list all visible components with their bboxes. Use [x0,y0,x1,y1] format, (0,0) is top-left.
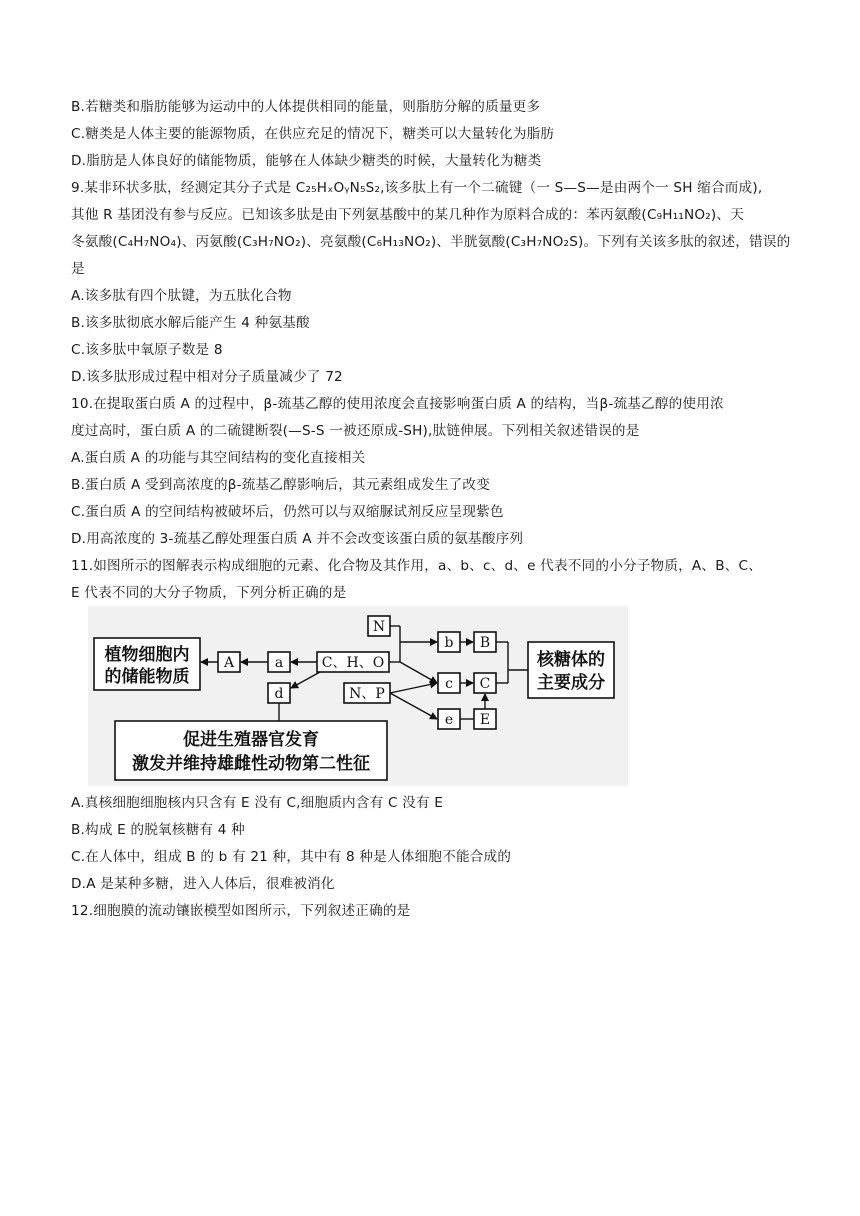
label-cho: C、H、O [321,655,385,671]
question-11-line-2: E 代表不同的大分子物质，下列分析正确的是 [71,585,347,601]
diagram-svg [88,606,628,786]
ribosome-label-1: 核糖体的 [537,650,605,670]
question-11-line-1: 11.如图所示的图解表示构成细胞的元素、化合物及其作用，a、b、c、d、e 代表不同的小分子物质，A、B、C、 [71,558,763,574]
option-8d: D.脂肪是人体良好的储能物质，能够在人体缺少糖类的时候，大量转化为糖类 [71,153,542,169]
option-10d: D.用高浓度的 3-巯基乙醇处理蛋白质 A 并不会改变该蛋白质的氨基酸序列 [71,531,524,547]
label-B: B [479,635,491,651]
label-a: a [274,655,284,671]
label-C: C [479,676,491,692]
option-9d: D.该多肽形成过程中相对分子质量减少了 72 [71,369,343,385]
question-10-line-1: 10.在提取蛋白质 A 的过程中，β-巯基乙醇的使用浓度会直接影响蛋白质 A 的结构，当β-巯基乙醇的使用浓 [71,396,724,412]
question-12: 12.细胞膜的流动镶嵌模型如图所示，下列叙述正确的是 [71,903,411,919]
question-9-line-3: 冬氨酸(C₄H₇NO₄)、丙氨酸(C₃H₇NO₂)、亮氨酸(C₆H₁₃NO₂)、半胱氨酸(C₃H₇NO₂S)。下列有关该多肽的叙述，错误的 [71,234,791,250]
option-9b: B.该多肽彻底水解后能产生 4 种氨基酸 [71,315,310,331]
option-10a: A.蛋白质 A 的功能与其空间结构的变化直接相关 [71,450,366,466]
question-9-line-2: 其他 R 基团没有参与反应。已知该多肽是由下列氨基酸中的某几种作为原料合成的：苯丙氨酸(C₉H₁₁NO₂)、天 [71,207,745,223]
storage-label-2: 的储能物质 [104,667,190,687]
question-9-line-1: 9.某非环状多肽，经测定其分子式是 C₂₅HₓOᵧN₅S₂,该多肽上有一个二硫键（一 S—S—是由两个一 SH 缩合而成), [71,180,763,196]
storage-label-1: 植物细胞内 [104,645,190,665]
question-10-line-2: 度过高时，蛋白质 A 的二硫键断裂(—S-S 一被还原成-SH),肽链伸展。下列相关叙述错误的是 [71,423,640,439]
label-c: c [445,676,453,692]
label-n: N [372,619,386,635]
label-A: A [223,655,235,671]
label-d: d [274,686,284,702]
option-11c: C.在人体中，组成 B 的 b 有 21 种，其中有 8 种是人体细胞不能合成的 [71,849,512,865]
option-9c: C.该多肽中氧原子数是 8 [71,342,223,358]
label-E: E [479,712,491,728]
label-np: N、P [349,686,385,702]
question-9-line-4: 是 [71,261,85,277]
option-11d: D.A 是某种多糖，进入人体后，很难被消化 [71,876,335,892]
label-e: e [444,712,454,728]
function-label-2: 激发并维持雄雌性动物第二性征 [132,754,370,774]
option-8b: B.若糖类和脂肪能够为运动中的人体提供相同的能量，则脂肪分解的质量更多 [71,99,541,115]
ribosome-label-2: 主要成分 [537,673,605,693]
option-11a: A.真核细胞细胞核内只含有 E 没有 C,细胞质内含有 C 没有 E [71,795,444,811]
option-9a: A.该多肽有四个肽键，为五肽化合物 [71,288,292,304]
biomolecule-diagram [88,606,628,786]
function-label-1: 促进生殖器官发育 [183,730,319,750]
option-10c: C.蛋白质 A 的空间结构被破坏后，仍然可以与双缩脲试剂反应呈现紫色 [71,504,504,520]
option-11b: B.构成 E 的脱氧核糖有 4 种 [71,822,245,838]
option-10b: B.蛋白质 A 受到高浓度的β-巯基乙醇影响后，其元素组成发生了改变 [71,477,490,493]
label-b: b [444,635,454,651]
option-8c: C.糖类是人体主要的能源物质，在供应充足的情况下，糖类可以大量转化为脂肪 [71,126,555,142]
